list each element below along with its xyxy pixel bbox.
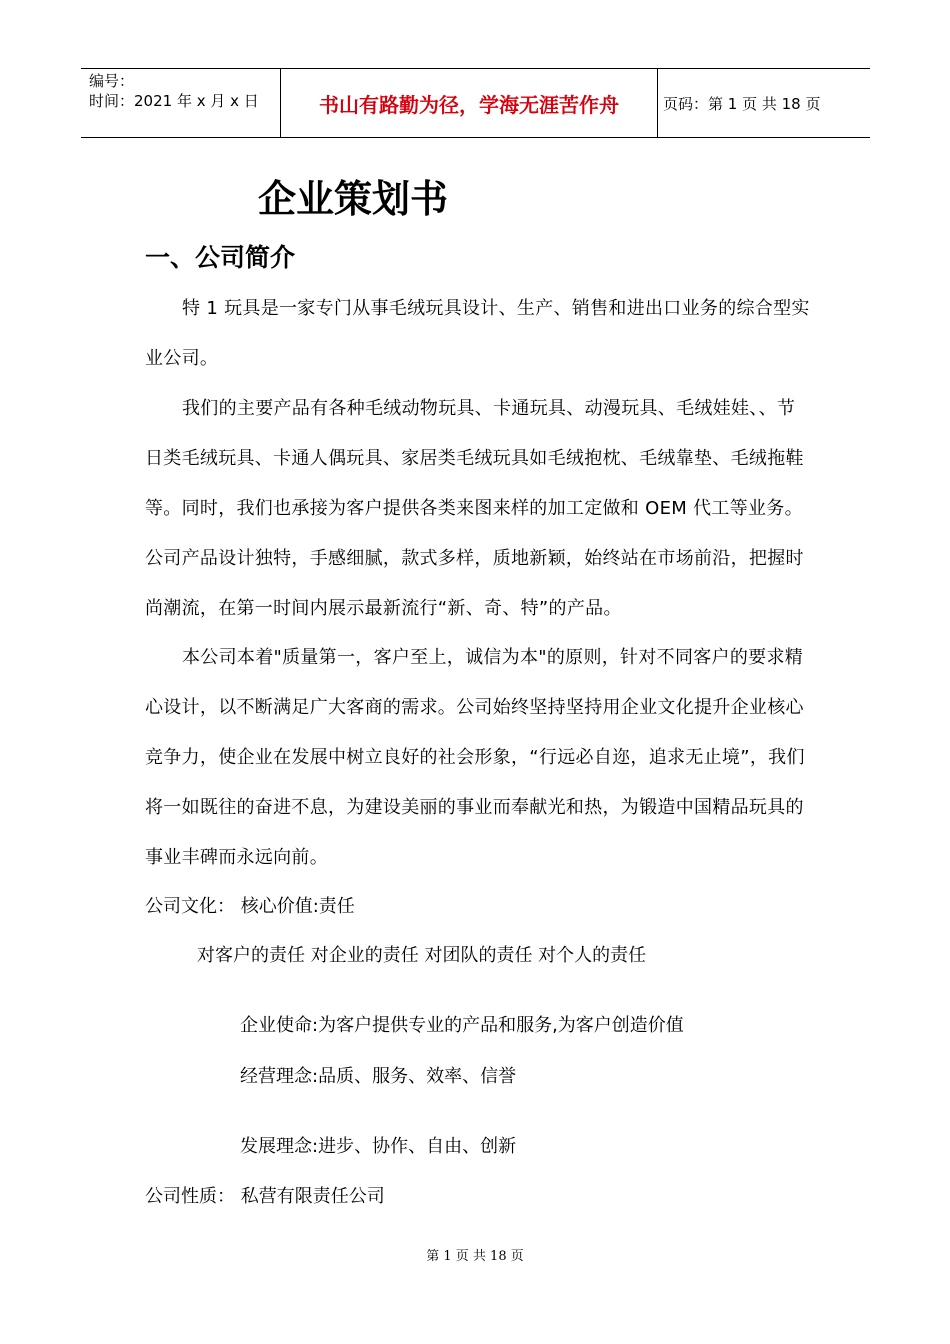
section-heading-company-intro: 一、公司简介 (145, 243, 296, 272)
number-label: 编号： (89, 72, 135, 90)
mission-line: 企业使命:为客户提供专业的产品和服务,为客户创造价值 (240, 1015, 684, 1036)
responsibility-line: 对客户的责任 对企业的责任 对团队的责任 对个人的责任 (197, 945, 647, 966)
development-line: 发展理念:进步、协作、自由、创新 (240, 1136, 517, 1157)
culture-line: 公司文化： 核心价值:责任 (145, 896, 355, 917)
paragraph-principles: 本公司本着"质量第一，客户至上，诚信为本"的原则，针对不同客户的要求精心设计，以不断满足广大客商的需求。公司始终坚持坚持用企业文化提升企业核心竞争力，使企业在发展中树立良好的社会形象，“行远必自迩，追求无止境”，我们将一如既往的奋进不息，为建设美丽的事业而奉献光和热，为锻造中国精品玩具的事业丰碑而永远向前。 (145, 647, 805, 868)
paragraph-products: 我们的主要产品有各种毛绒动物玩具、卡通玩具、动漫玩具、毛绒娃娃、、节日类毛绒玩具、卡通人偶玩具、家居类毛绒玩具如毛绒抱枕、毛绒靠垫、毛绒拖鞋等。同时，我们也承接为客户提供各类来图来样的加工定做和 OEM 代工等业务。公司产品设计独特，手感细腻，款式多样，质地新颖，始终站在市场前沿，把握时尚潮流，在第一时间内展示最新流行“新、奇、特”的产品。 (145, 398, 804, 619)
header-motto: 书山有路勤为径，学海无涯苦作舟 (281, 69, 658, 137)
company-nature-line: 公司性质： 私营有限责任公司 (145, 1186, 385, 1207)
header-meta-cell (81, 69, 281, 137)
page-footer: 第 1 页 共 18 页 (426, 1249, 524, 1264)
document-title: 企业策划书 (258, 177, 449, 221)
header-page-info: 页码：第 1 页 共 18 页 (663, 94, 821, 113)
document-header (81, 68, 870, 138)
paragraph-intro: 特 1 玩具是一家专门从事毛绒玩具设计、生产、销售和进出口业务的综合型实业公司。 (145, 298, 810, 369)
operation-line: 经营理念:品质、服务、效率、信誉 (240, 1066, 517, 1087)
date-line: 时间：2021 年 x 月 x 日 (89, 92, 259, 110)
